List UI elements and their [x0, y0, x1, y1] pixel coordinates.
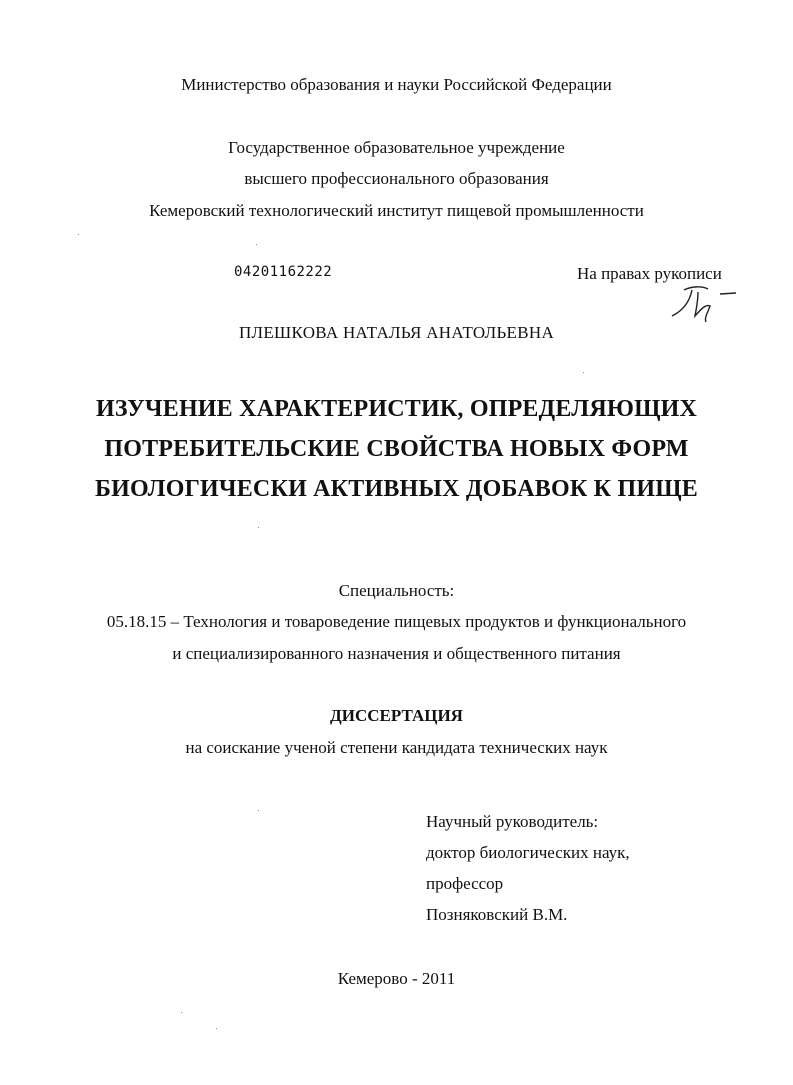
- supervisor-name: Позняковский В.М.: [426, 905, 568, 924]
- scan-speck: [181, 1012, 182, 1013]
- dissertation-subtitle: на соискание ученой степени кандидата технических наук: [185, 738, 608, 757]
- specialty-label: Специальность:: [338, 581, 455, 600]
- scan-speck: [258, 527, 259, 528]
- scan-speck: [216, 1028, 217, 1029]
- title-line-3: БИОЛОГИЧЕСКИ АКТИВНЫХ ДОБАВОК К ПИЩЕ: [95, 476, 698, 502]
- scan-speck: [78, 234, 79, 235]
- title-line-1: ИЗУЧЕНИЕ ХАРАКТЕРИСТИК, ОПРЕДЕЛЯЮЩИХ: [95, 396, 698, 422]
- place-year: Кемерово - 2011: [337, 969, 456, 988]
- specialty-line-2: и специализированного назначения и общественного питания: [172, 644, 621, 663]
- rights-note: На правах рукописи: [577, 264, 722, 283]
- institution-line-2: высшего профессионального образования: [244, 169, 549, 188]
- ministry-line: Министерство образования и науки Российской Федерации: [181, 75, 612, 94]
- supervisor-degree: доктор биологических наук,: [426, 843, 630, 862]
- author-name: ПЛЕШКОВА НАТАЛЬЯ АНАТОЛЬЕВНА: [238, 323, 555, 342]
- dissertation-heading: ДИССЕРТАЦИЯ: [330, 706, 463, 725]
- supervisor-label: Научный руководитель:: [426, 812, 599, 831]
- scan-speck: [256, 244, 257, 245]
- scan-speck: [583, 372, 584, 373]
- signature-mark: [662, 280, 742, 324]
- institution-line-3: Кемеровский технологический институт пищевой промышленности: [149, 201, 644, 220]
- supervisor-rank: профессор: [426, 874, 504, 893]
- title-line-2: ПОТРЕБИТЕЛЬСКИЕ СВОЙСТВА НОВЫХ ФОРМ: [104, 436, 689, 462]
- specialty-line-1: 05.18.15 – Технология и товароведение пищевых продуктов и функционального: [106, 612, 687, 631]
- institution-line-1: Государственное образовательное учреждение: [228, 138, 565, 157]
- scan-speck: [258, 810, 259, 811]
- registration-code: 04201162222: [234, 264, 333, 280]
